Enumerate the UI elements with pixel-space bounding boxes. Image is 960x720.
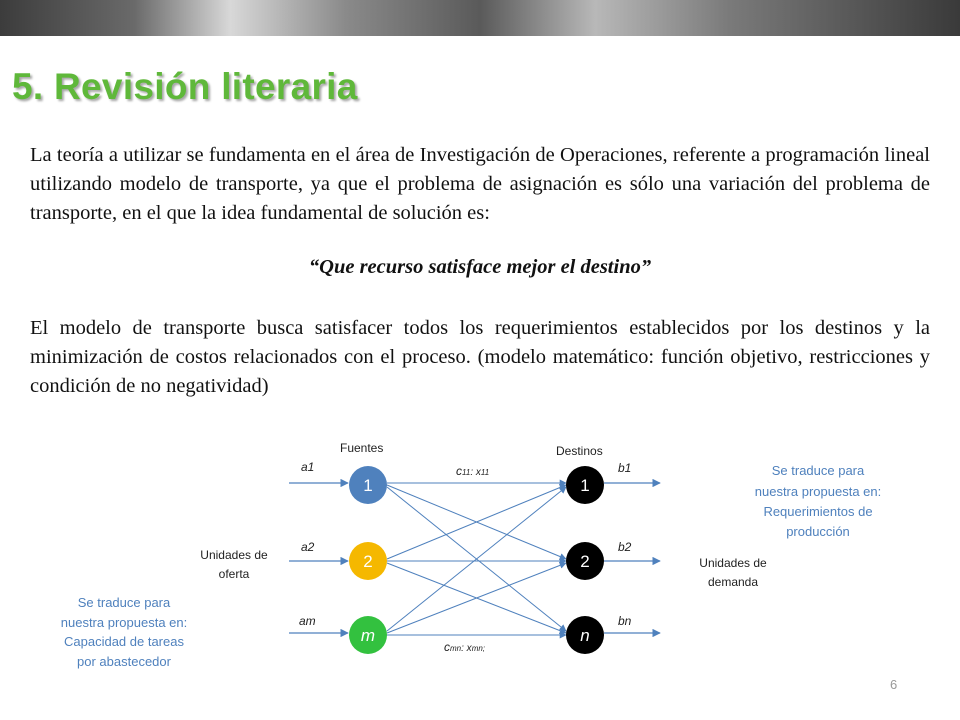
transport-arrows — [387, 483, 566, 635]
note-right-line4: producción — [786, 524, 850, 539]
note-left-line1: Se traduce para — [77, 595, 171, 610]
destination-node-1-label: 1 — [580, 476, 590, 495]
cost-top-mid: : x — [470, 467, 481, 478]
cost-bottom-sub1: mn — [450, 644, 462, 653]
note-left-line4: por abastecedor — [77, 654, 171, 669]
sources-header: Fuentes — [340, 441, 384, 455]
source-node-1-label: 1 — [363, 476, 373, 495]
demand-label-b2: b2 — [618, 540, 632, 554]
demand-units-line1: Unidades de — [699, 556, 767, 570]
note-left — [61, 595, 187, 669]
note-right-line2: nuestra propuesta en: — [754, 484, 882, 499]
note-right-line1: Se traduce para — [771, 463, 865, 478]
note-left-line3: Capacidad de tareas — [64, 634, 184, 649]
cost-top-sub1: 11 — [462, 468, 471, 477]
note-right — [755, 463, 881, 539]
demand-units-line2: demanda — [707, 575, 759, 589]
supply-units-line2: oferta — [218, 567, 250, 581]
destination-node-2 — [566, 542, 604, 580]
cost-bottom-c: c — [444, 640, 450, 654]
cost-top-c: c — [456, 464, 462, 478]
model-paragraph: El modelo de transporte busca satisfacer todos los requerimientos establecidos por los destinos y la minimización de costos relacionados con el proceso. (modelo matemático: función objetivo, restricciones y condición de no negatividad) — [30, 317, 930, 397]
destination-node-2-label: 2 — [580, 552, 590, 571]
destination-node-n-label: n — [580, 626, 590, 645]
cost-label-top — [456, 464, 489, 478]
demand-label-b1: b1 — [618, 461, 632, 475]
source-node-m-label: m — [360, 626, 376, 645]
cost-bottom-mid: : x — [461, 643, 472, 654]
cost-bottom-sub2: mn; — [471, 644, 486, 653]
source-node-1 — [349, 466, 387, 504]
note-left-line2: nuestra propuesta en: — [60, 615, 188, 630]
destination-node-1 — [566, 466, 604, 504]
demand-arrows — [604, 483, 660, 633]
destinations-header: Destinos — [556, 444, 603, 458]
demand-label-bn: bn — [618, 614, 632, 628]
source-node-m — [349, 616, 387, 654]
supply-units-line1: Unidades de — [200, 548, 268, 562]
cost-top-sub2: 11 — [480, 468, 490, 477]
source-node-2 — [349, 542, 387, 580]
source-node-2-label: 2 — [363, 552, 373, 571]
slide-title: 5. Revisión literaria — [12, 66, 358, 107]
supply-label-a2: a2 — [301, 540, 315, 554]
key-quote: “Que recurso satisface mejor el destino” — [308, 256, 652, 278]
note-right-line3: Requerimientos de — [763, 504, 873, 519]
destination-node-n — [566, 616, 604, 654]
supply-label-am: am — [299, 614, 316, 628]
page-number: 6 — [890, 677, 898, 692]
intro-paragraph: La teoría a utilizar se fundamenta en el área de Investigación de Operaciones, referente a programación lineal utilizando modelo de transporte, ya que el problema de asignación es sólo una variación del problema de transporte, en el que la idea fundamental de solución es: — [30, 144, 930, 224]
supply-arrows — [289, 483, 348, 633]
cost-label-bottom — [444, 640, 485, 654]
supply-label-a1: a1 — [301, 460, 315, 474]
